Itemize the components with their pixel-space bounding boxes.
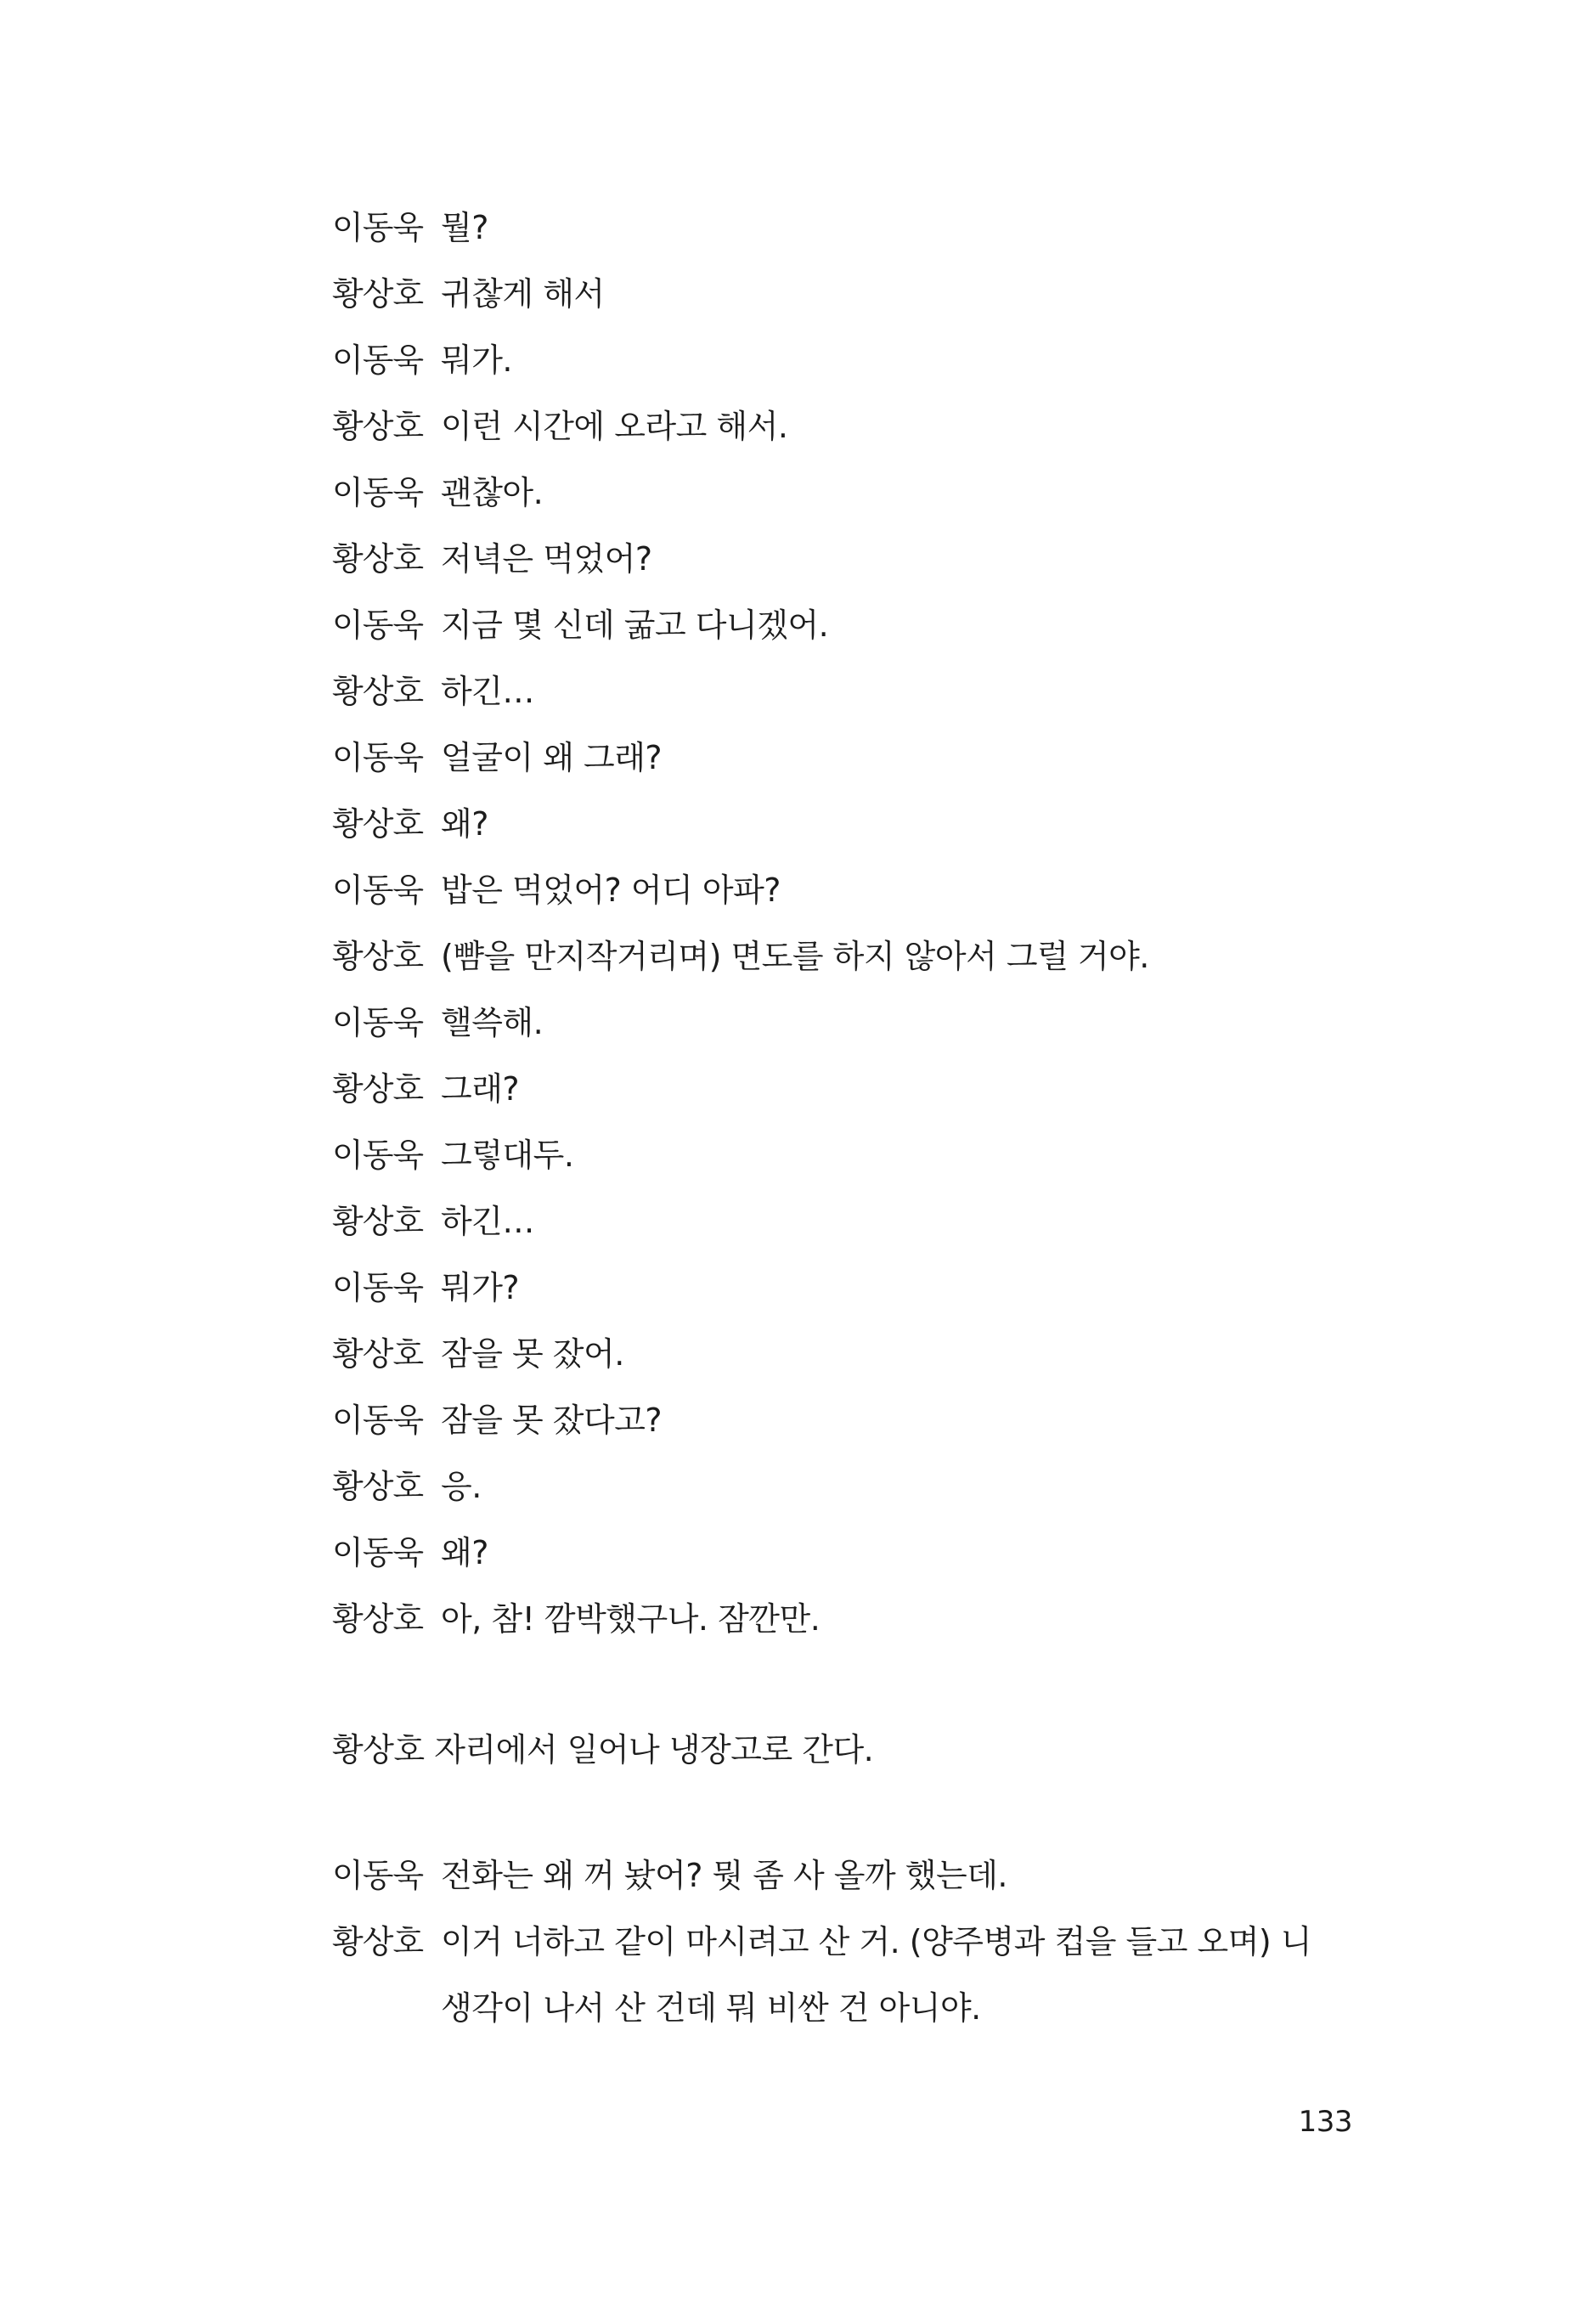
dialogue-text: 그렇대두.: [441, 1137, 574, 1174]
dialogue-text: 그래?: [441, 1070, 520, 1108]
speaker-name: 이동욱: [332, 871, 424, 909]
dialogue-text: 전화는 왜 꺼 놨어? 뭣 좀 사 올까 했는데.: [441, 1857, 1008, 1894]
dialogue-text: (뺨을 만지작거리며) 면도를 하지 않아서 그럴 거야.: [441, 938, 1149, 975]
dialogue-line: [332, 734, 1351, 800]
dialogue-text: 이거 너하고 같이 마시려고 산 거. (양주병과 컵을 들고 오며) 니 생각이 나서 산 건데 뭐 비싼 건 아니야.: [441, 1923, 1312, 2027]
speaker-name: 이동욱: [332, 1534, 424, 1571]
speaker-name: 이동욱: [332, 1269, 424, 1306]
dialogue-text: 응.: [441, 1468, 482, 1505]
speaker-name: 황상호: [332, 1070, 424, 1108]
dialogue-line: [332, 1529, 1351, 1595]
dialogue-text: 하긴…: [441, 1203, 534, 1240]
dialogue-text: 뭘?: [441, 209, 488, 246]
stage-direction: 황상호 자리에서 일어나 냉장고로 간다.: [332, 1731, 874, 1768]
dialogue-line: [332, 1065, 1351, 1131]
dialogue-line: [332, 1396, 1351, 1463]
speaker-name: 황상호: [332, 1203, 424, 1240]
speaker-name: 황상호: [332, 1923, 424, 1960]
speaker-name: 이동욱: [332, 606, 424, 644]
dialogue-line: [332, 601, 1351, 668]
speaker-name: 황상호: [332, 275, 424, 313]
speaker-name: 이동욱: [332, 1402, 424, 1439]
dialogue-text: 뭐가.: [441, 341, 512, 379]
dialogue-line: [332, 999, 1351, 1065]
speaker-name: 황상호: [332, 1468, 424, 1505]
dialogue-line: [332, 336, 1351, 403]
dialogue-text: 잠을 못 잤다고?: [441, 1402, 663, 1439]
speaker-name: 황상호: [332, 1335, 424, 1373]
speaker-name: 황상호: [332, 1600, 424, 1638]
dialogue-line: [332, 866, 1351, 933]
dialogue-line: [332, 1131, 1351, 1198]
dialogue-line: [332, 1264, 1351, 1330]
dialogue-text: 아, 참! 깜박했구나. 잠깐만.: [441, 1600, 821, 1638]
dialogue-text: 귀찮게 해서: [441, 275, 605, 313]
dialogue-text: 지금 몇 신데 굶고 다니겠어.: [441, 606, 829, 644]
speaker-name: 황상호: [332, 540, 424, 578]
speaker-name: 황상호: [332, 408, 424, 445]
dialogue-text: 저녁은 먹었어?: [441, 540, 652, 578]
dialogue-line: [332, 469, 1351, 535]
speaker-name: 이동욱: [332, 209, 424, 246]
dialogue-text: 뭐가?: [441, 1269, 520, 1306]
dialogue-line: [332, 1330, 1351, 1396]
dialogue-line: [332, 933, 1351, 999]
dialogue-line: [332, 1595, 1351, 1661]
dialogue-text: 핼쓱해.: [441, 1004, 544, 1041]
dialogue-line: [332, 403, 1351, 469]
speaker-name: 황상호: [332, 673, 424, 710]
dialogue-text: 얼굴이 왜 그래?: [441, 739, 663, 776]
dialogue-line: [332, 800, 1351, 866]
speaker-name: 황상호: [332, 938, 424, 975]
dialogue-line: [332, 270, 1351, 336]
dialogue-block-2: [332, 1852, 1351, 2041]
dialogue-block-1: [332, 204, 1351, 1661]
dialogue-text: 괜찮아.: [441, 474, 544, 511]
dialogue-text: 이런 시간에 오라고 해서.: [441, 408, 788, 445]
dialogue-text: 왜?: [441, 1534, 488, 1571]
dialogue-line: [332, 1198, 1351, 1264]
dialogue-text: 잠을 못 잤어.: [441, 1335, 624, 1373]
dialogue-text: 왜?: [441, 805, 488, 843]
speaker-name: 이동욱: [332, 1857, 424, 1894]
dialogue-line: [332, 1918, 1351, 2041]
dialogue-text: 밥은 먹었어? 어디 아파?: [441, 871, 781, 909]
speaker-name: 이동욱: [332, 1137, 424, 1174]
speaker-name: 이동욱: [332, 1004, 424, 1041]
dialogue-text: 하긴…: [441, 673, 534, 710]
speaker-name: 이동욱: [332, 341, 424, 379]
dialogue-line: [332, 1463, 1351, 1529]
dialogue-line: [332, 535, 1351, 601]
speaker-name: 이동욱: [332, 739, 424, 776]
page-number: 133: [1298, 2105, 1352, 2139]
script-body: [332, 204, 1351, 2060]
speaker-name: 이동욱: [332, 474, 424, 511]
speaker-name: 황상호: [332, 805, 424, 843]
dialogue-line: [332, 668, 1351, 734]
dialogue-line: [332, 204, 1351, 270]
